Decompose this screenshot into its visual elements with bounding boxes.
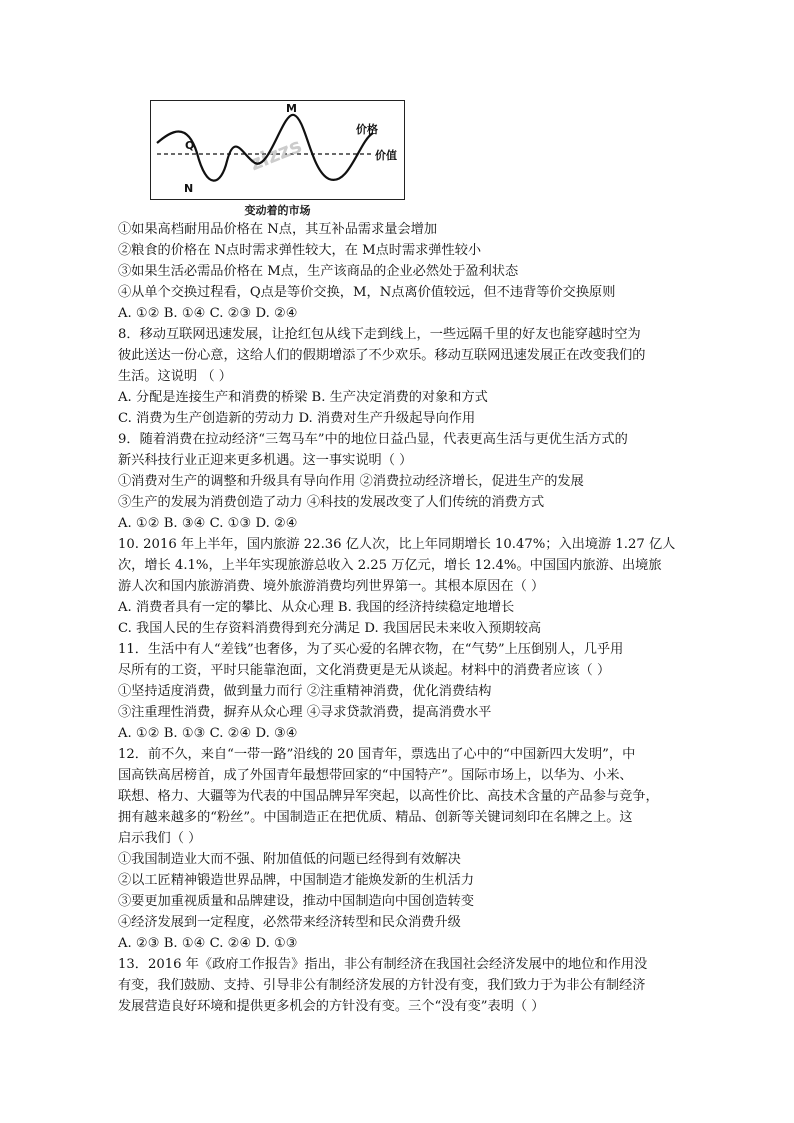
- question-10-stem: 10. 2016 年上半年，国内旅游 22.36 亿人次，比上年同期增长 10.47%；入出境游 1.27 亿人: [118, 537, 676, 552]
- question-8-stem: 彼此送达一份心意，这给人们的假期增添了不少欢乐。移动互联网迅速发展正在改变我们的: [118, 348, 646, 363]
- question-12-stem: 12．前不久，来自“一带一路”沿线的 20 国青年，票选出了心中的“中国新四大发明”，中: [118, 747, 636, 762]
- option-line: ①我国制造业大而不强、附加值低的问题已经得到有效解决: [118, 852, 461, 867]
- question-10-stem: 次，增长 4.1%，上半年实现旅游总收入 2.25 万亿元，增长 12.4%。中国国内旅游、出境旅: [118, 558, 662, 573]
- figure-caption: 变动着的市场: [244, 204, 311, 217]
- label-value: 价值: [375, 149, 397, 162]
- option-line: ②粮食的价格在 N点时需求弹性较大，在 M点时需求弹性较小: [118, 243, 482, 258]
- answer-choices: A. ①② B. ①③ C. ②④ D. ③④: [118, 726, 298, 741]
- answer-choices: C. 我国人民的生存资料消费得到充分满足 D. 我国居民未来收入预期较高: [118, 621, 542, 636]
- label-n: N: [184, 182, 194, 195]
- question-8-stem: 生活。这说明 （ ）: [118, 369, 232, 384]
- label-q: Q: [185, 139, 195, 152]
- answer-choices: A. ①② B. ③④ C. ①③ D. ②④: [118, 516, 298, 531]
- answer-choices: A. ②③ B. ①④ C. ②④ D. ①③: [118, 936, 298, 951]
- question-13-stem: 发展营造良好环境和提供更多机会的方针没有变。三个“没有变”表明（ ）: [118, 999, 545, 1014]
- watermark: zizzs: [246, 133, 305, 176]
- option-line: ②以工匠精神锻造世界品牌，中国制造才能焕发新的生机活力: [118, 873, 475, 888]
- price-curve-graphic: [151, 101, 403, 198]
- question-12-stem: 启示我们（ ）: [118, 831, 202, 846]
- option-line: ④经济发展到一定程度，必然带来经济转型和民众消费升级: [118, 915, 461, 930]
- question-12-stem: 拥有越来越多的“粉丝”。中国制造正在把优质、精品、创新等关键词刻印在名牌之上。这: [118, 810, 633, 825]
- option-line: ④从单个交换过程看，Q点是等价交换，M，N点离价值较远，但不违背等价交换原则: [118, 285, 616, 300]
- price-value-chart: [150, 100, 405, 200]
- option-line: ①坚持适度消费，做到量力而行 ②注重精神消费，优化消费结构: [118, 684, 492, 699]
- question-13-stem: 有变，我们鼓励、支持、引导非公有制经济发展的方针没有变，我们致力于为非公有制经济: [118, 978, 646, 993]
- question-13-stem: 13．2016 年《政府工作报告》指出，非公有制经济在我国社会经济发展中的地位和作用没: [118, 957, 648, 972]
- answer-choices: A. 分配是连接生产和消费的桥梁 B. 生产决定消费的对象和方式: [118, 390, 488, 405]
- label-price: 价格: [356, 123, 378, 136]
- option-line: ③如果生活必需品价格在 M点，生产该商品的企业必然处于盈利状态: [118, 264, 519, 279]
- question-11-stem: 11．生活中有人“差钱”也奢侈，为了买心爱的名牌衣物，在“气势”上压倒别人，几乎用: [118, 642, 624, 657]
- question-12-stem: 联想、格力、大疆等为代表的中国品牌异军突起，以高性价比、高技术含量的产品参与竞争，: [118, 789, 659, 804]
- question-8-stem: 8．移动互联网迅速发展，让抢红包从线下走到线上，一些远隔千里的好友也能穿越时空为: [118, 327, 641, 342]
- answer-choices: C. 消费为生产创造新的劳动力 D. 消费对生产升级起导向作用: [118, 411, 476, 426]
- question-9-stem: 9．随着消费在拉动经济“三驾马车”中的地位日益凸显，代表更高生活与更优生活方式的: [118, 432, 628, 447]
- answer-choices: A. 消费者具有一定的攀比、从众心理 B. 我国的经济持续稳定地增长: [118, 600, 515, 615]
- option-line: ①如果高档耐用品价格在 N点，其互补品需求量会增加: [118, 222, 438, 237]
- question-10-stem: 游人次和国内旅游消费、境外旅游消费均列世界第一。其根本原因在（ ）: [118, 579, 545, 594]
- option-line: ③要更加重视质量和品牌建设，推动中国制造向中国创造转变: [118, 894, 475, 909]
- question-9-stem: 新兴科技行业正迎来更多机遇。这一事实说明（ ）: [118, 453, 413, 468]
- option-line: ③注重理性消费，摒弃从众心理 ④寻求贷款消费，提高消费水平: [118, 705, 492, 720]
- option-line: ①消费对生产的调整和升级具有导向作用 ②消费拉动经济增长，促进生产的发展: [118, 474, 584, 489]
- answer-choices: A. ①② B. ①④ C. ②③ D. ②④: [118, 306, 298, 321]
- question-11-stem: 尽所有的工资，平时只能靠泡面，文化消费更是无从谈起。材料中的消费者应该（ ）: [118, 663, 611, 678]
- label-m: M: [286, 102, 297, 115]
- question-12-stem: 国高铁高居榜首，成了外国青年最想带回家的“中国特产”。国际市场上，以华为、小米、: [118, 768, 633, 783]
- option-line: ③生产的发展为消费创造了动力 ④科技的发展改变了人们传统的消费方式: [118, 495, 545, 510]
